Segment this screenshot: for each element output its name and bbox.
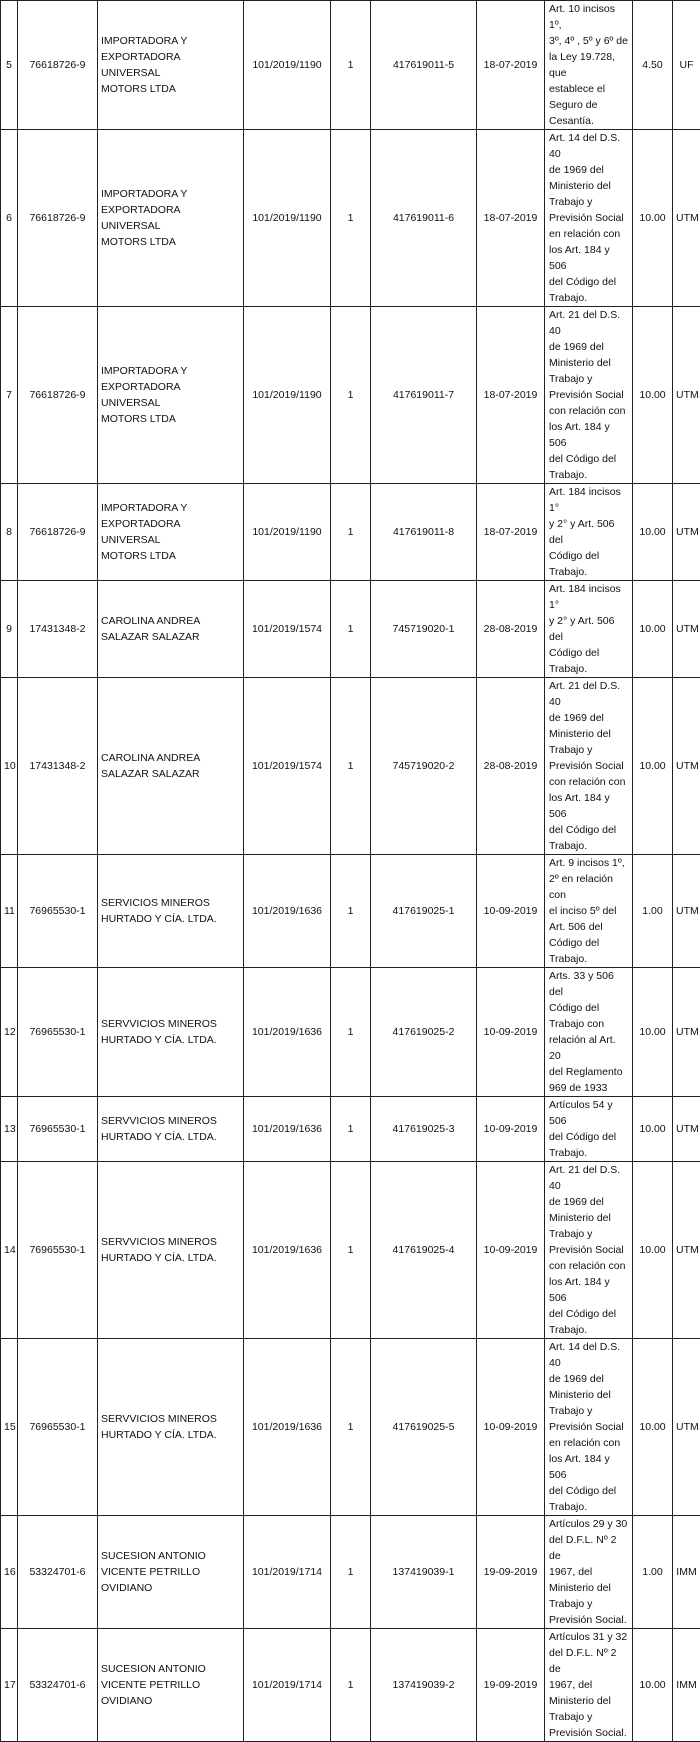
company-name: SUCESION ANTONIO VICENTE PETRILLO OVIDIANO <box>98 1629 244 1742</box>
rut-cell: 76965530-1 <box>18 1339 98 1516</box>
fine-unit: UTM <box>673 1162 700 1339</box>
expediente-number: 101/2019/1714 <box>244 1516 331 1629</box>
quantity: 1 <box>331 1 371 130</box>
table-row <box>1 484 700 581</box>
table-row <box>1 581 700 678</box>
date-cell: 28-08-2019 <box>477 678 545 855</box>
infringed-article: Arts. 33 y 506 del Código del Trabajo con relación al Art. 20 del Reglamento 969 de 1933 <box>545 968 633 1097</box>
date-cell: 10-09-2019 <box>477 1162 545 1339</box>
fine-unit: UTM <box>673 968 700 1097</box>
expediente-number: 101/2019/1636 <box>244 1097 331 1162</box>
expediente-number: 101/2019/1190 <box>244 484 331 581</box>
date-cell: 28-08-2019 <box>477 581 545 678</box>
infringed-article: Art. 184 incisos 1° y 2° y Art. 506 del Código del Trabajo. <box>545 484 633 581</box>
row-number: 7 <box>1 307 18 484</box>
folio-number: 417619011-8 <box>371 484 477 581</box>
date-cell: 10-09-2019 <box>477 855 545 968</box>
date-cell: 19-09-2019 <box>477 1516 545 1629</box>
folio-number: 417619025-4 <box>371 1162 477 1339</box>
rut-cell: 76618726-9 <box>18 1 98 130</box>
table-row <box>1 130 700 307</box>
quantity: 1 <box>331 1629 371 1742</box>
row-number: 6 <box>1 130 18 307</box>
fine-amount: 10.00 <box>633 1339 673 1516</box>
row-number: 12 <box>1 968 18 1097</box>
date-cell: 10-09-2019 <box>477 1339 545 1516</box>
fine-amount: 10.00 <box>633 1097 673 1162</box>
infringed-article: Artículos 54 y 506 del Código del Trabajo. <box>545 1097 633 1162</box>
folio-number: 745719020-1 <box>371 581 477 678</box>
fine-amount: 10.00 <box>633 484 673 581</box>
company-name: CAROLINA ANDREA SALAZAR SALAZAR <box>98 678 244 855</box>
fine-unit: UTM <box>673 1097 700 1162</box>
fine-amount: 4.50 <box>633 1 673 130</box>
folio-number: 417619025-5 <box>371 1339 477 1516</box>
folio-number: 137419039-1 <box>371 1516 477 1629</box>
folio-number: 417619025-2 <box>371 968 477 1097</box>
company-name: IMPORTADORA Y EXPORTADORA UNIVERSAL MOTORS LTDA <box>98 130 244 307</box>
fine-unit: UTM <box>673 678 700 855</box>
expediente-number: 101/2019/1636 <box>244 1339 331 1516</box>
date-cell: 18-07-2019 <box>477 130 545 307</box>
fine-amount: 10.00 <box>633 307 673 484</box>
rut-cell: 17431348-2 <box>18 581 98 678</box>
table-row <box>1 1516 700 1629</box>
fine-unit: UTM <box>673 1339 700 1516</box>
quantity: 1 <box>331 968 371 1097</box>
expediente-number: 101/2019/1190 <box>244 307 331 484</box>
company-name: SUCESION ANTONIO VICENTE PETRILLO OVIDIANO <box>98 1516 244 1629</box>
table-row <box>1 307 700 484</box>
table-row <box>1 1629 700 1742</box>
fine-amount: 10.00 <box>633 968 673 1097</box>
folio-number: 417619011-7 <box>371 307 477 484</box>
fine-amount: 10.00 <box>633 678 673 855</box>
folio-number: 745719020-2 <box>371 678 477 855</box>
folio-number: 417619011-5 <box>371 1 477 130</box>
company-name: SERVVICIOS MINEROS HURTADO Y CÍA. LTDA. <box>98 1339 244 1516</box>
quantity: 1 <box>331 130 371 307</box>
fine-amount: 10.00 <box>633 1629 673 1742</box>
quantity: 1 <box>331 484 371 581</box>
row-number: 16 <box>1 1516 18 1629</box>
date-cell: 10-09-2019 <box>477 1097 545 1162</box>
rut-cell: 53324701-6 <box>18 1629 98 1742</box>
expediente-number: 101/2019/1636 <box>244 968 331 1097</box>
infringed-article: Art. 9 incisos 1º, 2º en relación con el inciso 5º del Art. 506 del Código del Trabajo. <box>545 855 633 968</box>
infringed-article: Art. 21 del D.S. 40 de 1969 del Ministerio del Trabajo y Previsión Social con relación con los Art. 184 y 506 del Código del Trabajo. <box>545 678 633 855</box>
company-name: IMPORTADORA Y EXPORTADORA UNIVERSAL MOTORS LTDA <box>98 307 244 484</box>
fine-unit: UTM <box>673 581 700 678</box>
table-row <box>1 1162 700 1339</box>
fine-unit: IMM <box>673 1629 700 1742</box>
rut-cell: 17431348-2 <box>18 678 98 855</box>
company-name: IMPORTADORA Y EXPORTADORA UNIVERSAL MOTORS LTDA <box>98 484 244 581</box>
folio-number: 417619011-6 <box>371 130 477 307</box>
date-cell: 18-07-2019 <box>477 307 545 484</box>
fine-amount: 10.00 <box>633 581 673 678</box>
row-number: 17 <box>1 1629 18 1742</box>
infringed-article: Art. 184 incisos 1° y 2° y Art. 506 del Código del Trabajo. <box>545 581 633 678</box>
fine-amount: 1.00 <box>633 1516 673 1629</box>
table-row <box>1 1097 700 1162</box>
row-number: 10 <box>1 678 18 855</box>
fine-unit: UF <box>673 1 700 130</box>
expediente-number: 101/2019/1190 <box>244 1 331 130</box>
table-row <box>1 1339 700 1516</box>
company-name: SERVVICIOS MINEROS HURTADO Y CÍA. LTDA. <box>98 1097 244 1162</box>
rut-cell: 76965530-1 <box>18 855 98 968</box>
quantity: 1 <box>331 1097 371 1162</box>
expediente-number: 101/2019/1714 <box>244 1629 331 1742</box>
row-number: 9 <box>1 581 18 678</box>
quantity: 1 <box>331 1162 371 1339</box>
quantity: 1 <box>331 855 371 968</box>
quantity: 1 <box>331 307 371 484</box>
company-name: SERVVICIOS MINEROS HURTADO Y CÍA. LTDA. <box>98 1162 244 1339</box>
expediente-number: 101/2019/1190 <box>244 130 331 307</box>
quantity: 1 <box>331 678 371 855</box>
date-cell: 19-09-2019 <box>477 1629 545 1742</box>
fine-amount: 1.00 <box>633 855 673 968</box>
infringed-article: Art. 21 del D.S. 40 de 1969 del Ministerio del Trabajo y Previsión Social con relación con los Art. 184 y 506 del Código del Trabajo. <box>545 1162 633 1339</box>
row-number: 11 <box>1 855 18 968</box>
infringed-article: Artículos 31 y 32 del D.F.L. Nº 2 de 1967, del Ministerio del Trabajo y Previsión Social. <box>545 1629 633 1742</box>
expediente-number: 101/2019/1574 <box>244 678 331 855</box>
company-name: SERVVICIOS MINEROS HURTADO Y CÍA. LTDA. <box>98 968 244 1097</box>
company-name: SERVICIOS MINEROS HURTADO Y CÍA. LTDA. <box>98 855 244 968</box>
company-name: CAROLINA ANDREA SALAZAR SALAZAR <box>98 581 244 678</box>
folio-number: 417619025-3 <box>371 1097 477 1162</box>
rut-cell: 76618726-9 <box>18 130 98 307</box>
table-row <box>1 678 700 855</box>
fine-unit: UTM <box>673 484 700 581</box>
expediente-number: 101/2019/1574 <box>244 581 331 678</box>
folio-number: 417619025-1 <box>371 855 477 968</box>
infringed-article: Art. 21 del D.S. 40 de 1969 del Ministerio del Trabajo y Previsión Social con relación con los Art. 184 y 506 del Código del Trabajo. <box>545 307 633 484</box>
fine-unit: UTM <box>673 130 700 307</box>
table-row <box>1 855 700 968</box>
company-name: IMPORTADORA Y EXPORTADORA UNIVERSAL MOTORS LTDA <box>98 1 244 130</box>
rut-cell: 76618726-9 <box>18 307 98 484</box>
infringed-article: Artículos 29 y 30 del D.F.L. Nº 2 de 1967, del Ministerio del Trabajo y Previsión Social. <box>545 1516 633 1629</box>
row-number: 13 <box>1 1097 18 1162</box>
folio-number: 137419039-2 <box>371 1629 477 1742</box>
quantity: 1 <box>331 581 371 678</box>
rut-cell: 76965530-1 <box>18 1162 98 1339</box>
infringed-article: Art. 14 del D.S. 40 de 1969 del Ministerio del Trabajo y Previsión Social en relación con los Art. 184 y 506 del Código del Trabajo. <box>545 1339 633 1516</box>
quantity: 1 <box>331 1339 371 1516</box>
rut-cell: 53324701-6 <box>18 1516 98 1629</box>
table-row <box>1 1 700 130</box>
row-number: 15 <box>1 1339 18 1516</box>
rut-cell: 76618726-9 <box>18 484 98 581</box>
fine-unit: UTM <box>673 307 700 484</box>
row-number: 8 <box>1 484 18 581</box>
expediente-number: 101/2019/1636 <box>244 855 331 968</box>
quantity: 1 <box>331 1516 371 1629</box>
rut-cell: 76965530-1 <box>18 968 98 1097</box>
fine-amount: 10.00 <box>633 1162 673 1339</box>
fine-unit: UTM <box>673 855 700 968</box>
fine-amount: 10.00 <box>633 130 673 307</box>
table-row <box>1 968 700 1097</box>
date-cell: 10-09-2019 <box>477 968 545 1097</box>
infringed-article: Art. 14 del D.S. 40 de 1969 del Ministerio del Trabajo y Previsión Social en relación con los Art. 184 y 506 del Código del Trabajo. <box>545 130 633 307</box>
date-cell: 18-07-2019 <box>477 484 545 581</box>
infringed-article: Art. 10 incisos 1º, 3º, 4º , 5º y 6º de la Ley 19.728, que establece el Seguro de Cesantía. <box>545 1 633 130</box>
fine-unit: IMM <box>673 1516 700 1629</box>
date-cell: 18-07-2019 <box>477 1 545 130</box>
rut-cell: 76965530-1 <box>18 1097 98 1162</box>
expediente-number: 101/2019/1636 <box>244 1162 331 1339</box>
row-number: 14 <box>1 1162 18 1339</box>
row-number: 5 <box>1 1 18 130</box>
